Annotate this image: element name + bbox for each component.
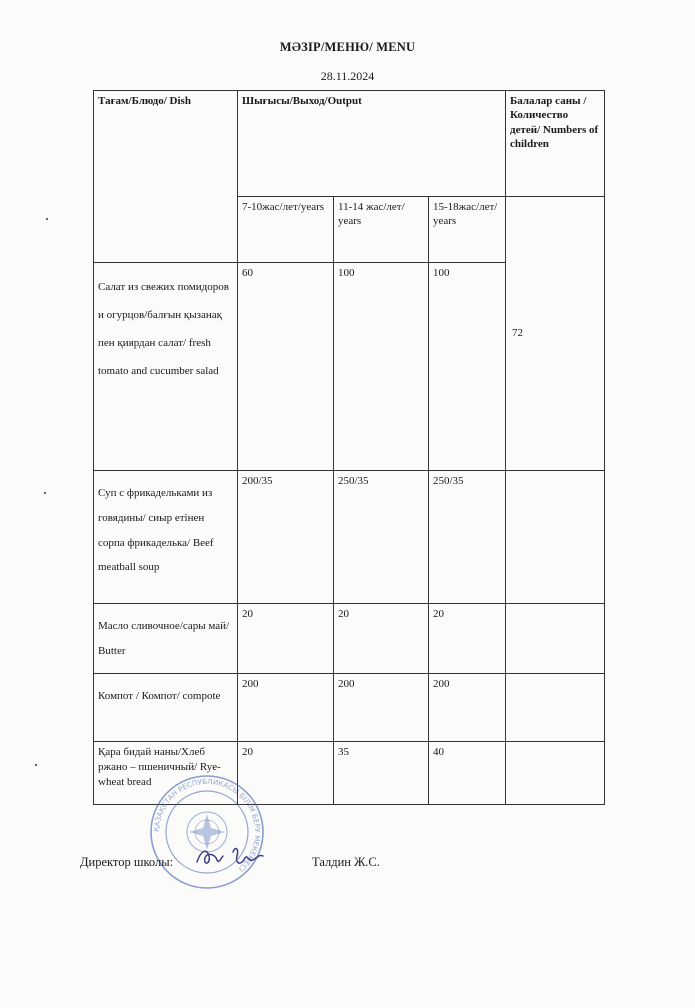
dish-name: Қара бидай наны/Хлеб ржано – пшеничный/ Rye-wheat bread: [94, 742, 238, 805]
table-row: [94, 674, 605, 742]
header-output: Шығысы/Выход/Output: [238, 91, 506, 197]
dish-name: Суп с фрикадельками из говядины/ сиыр етінен сорпа фрикаделька/ Beef meatball soup: [94, 471, 238, 604]
output-value: 60: [238, 263, 334, 471]
output-value: 100: [334, 263, 429, 471]
output-value: 40: [429, 742, 506, 805]
margin-dot: [46, 218, 48, 220]
output-value: 250/35: [334, 471, 429, 604]
children-empty-cell: [506, 604, 605, 674]
menu-date: 28.11.2024: [320, 69, 375, 83]
children-empty-cell: [506, 674, 605, 742]
children-count: 72: [506, 197, 605, 471]
table-row: [94, 471, 605, 604]
table-row: [94, 604, 605, 674]
output-value: 250/35: [429, 471, 506, 604]
school-stamp-icon: [148, 773, 266, 891]
stamp-text: ҚАЗАҚСТАН РЕСПУБЛИКАСЫ БІЛІМ БЕРУ МЕКЕМЕСІ: [151, 776, 263, 874]
header-children: Балалар саны /Количество детей/ Numbers of children: [506, 91, 605, 197]
table-header-row: [94, 91, 605, 197]
output-value: 20: [238, 604, 334, 674]
age-group-11-14: 11-14 жас/лет/ years: [334, 197, 429, 263]
output-value: 200: [429, 674, 506, 742]
menu-table: [93, 90, 605, 805]
output-value: 100: [429, 263, 506, 471]
director-label: Директор школы:: [80, 855, 174, 869]
dish-name: Компот / Компот/ compote: [94, 674, 238, 742]
page-title: МӘЗІР/МЕНЮ/ MENU: [279, 40, 416, 54]
output-value: 200: [238, 674, 334, 742]
output-value: 35: [334, 742, 429, 805]
margin-dot: [35, 764, 37, 766]
output-value: 200/35: [238, 471, 334, 604]
dish-name: Салат из свежих помидоров и огурцов/балғын қызанақ пен қиярдан салат/ fresh tomato and cucumber salad: [94, 263, 238, 471]
output-value: 200: [334, 674, 429, 742]
dish-name: Масло сливочное/сары май/ Butter: [94, 604, 238, 674]
children-empty-cell: [506, 742, 605, 805]
director-name: Талдин Ж.С.: [312, 855, 380, 869]
age-group-7-10: 7-10жас/лет/years: [238, 197, 334, 263]
output-value: 20: [334, 604, 429, 674]
children-empty-cell: [506, 471, 605, 604]
output-value: 20: [429, 604, 506, 674]
age-group-15-18: 15-18жас/лет/ years: [429, 197, 506, 263]
header-dish: Тағам/Блюдо/ Dish: [94, 91, 238, 263]
director-signature-icon: [193, 844, 273, 870]
margin-dot: [44, 492, 46, 494]
output-value: 20: [238, 742, 334, 805]
